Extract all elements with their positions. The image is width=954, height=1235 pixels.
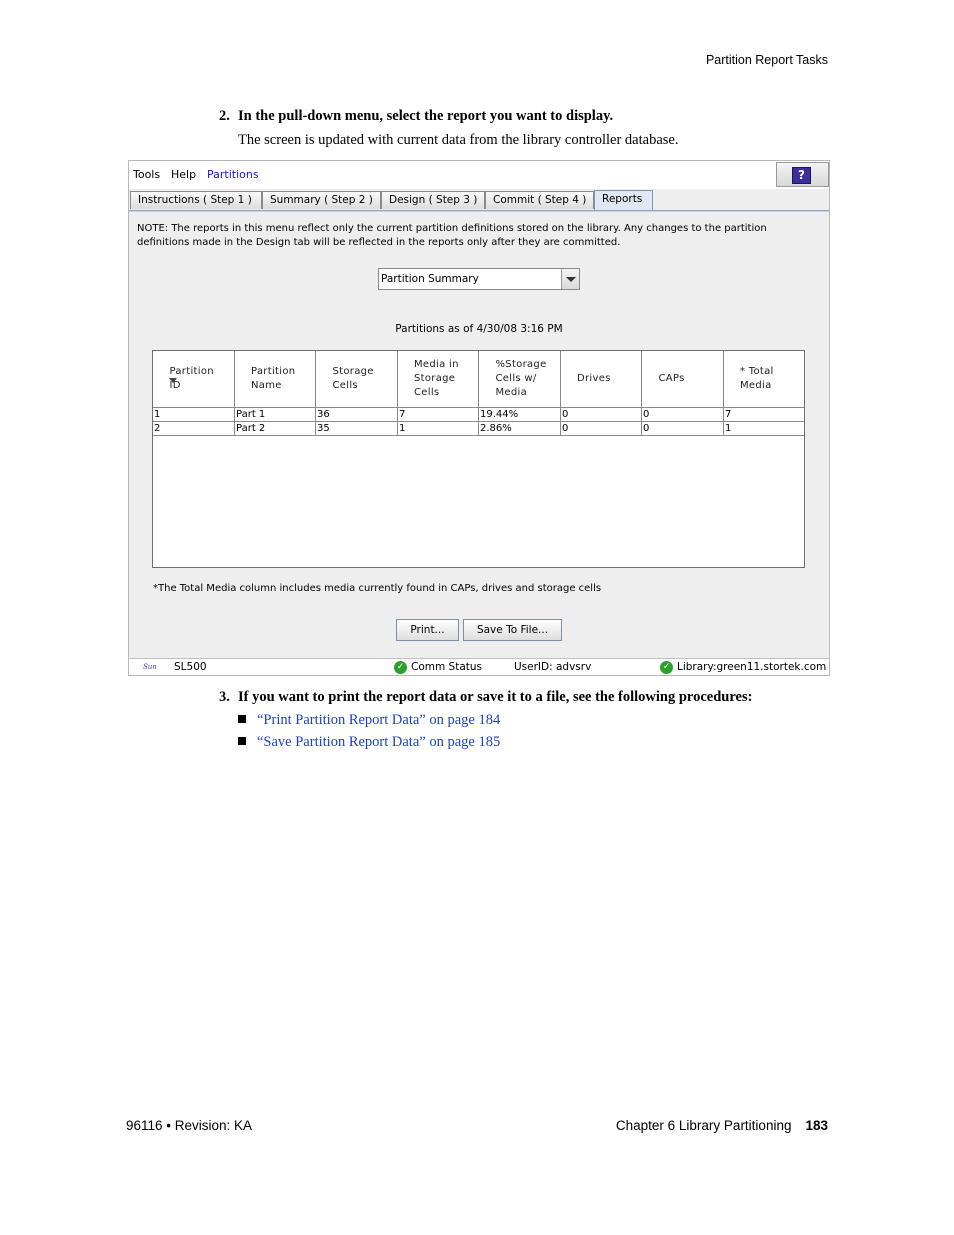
list-item xyxy=(238,712,500,729)
cell-drives: 0 xyxy=(561,408,642,422)
cell-partition-name: Part 1 xyxy=(235,408,316,422)
reports-panel xyxy=(129,211,829,660)
print-button[interactable]: Print... xyxy=(396,619,459,641)
tab-bar xyxy=(129,189,829,211)
step-2-number: 2. xyxy=(219,108,230,124)
footer-revision: 96116 • Revision: KA xyxy=(126,1118,253,1133)
step-3 xyxy=(219,689,752,706)
step-3-text: If you want to print the report data or save it to a file, see the following procedures: xyxy=(238,689,753,705)
cell-partition-id: 1 xyxy=(153,408,235,422)
library-status-ok-icon: ✓ xyxy=(660,661,673,674)
tab-reports[interactable]: Reports xyxy=(594,190,653,210)
report-select-value: Partition Summary xyxy=(381,273,479,285)
help-icon: ? xyxy=(792,167,811,184)
save-report-link[interactable]: “Save Partition Report Data” on page 185 xyxy=(257,734,501,750)
cell-media-in-storage: 1 xyxy=(398,422,479,436)
sun-logo-icon: Sun xyxy=(143,663,157,671)
footer-chapter-title: Chapter 6 Library Partitioning xyxy=(615,1118,792,1133)
partition-summary-table xyxy=(152,350,805,568)
cell-media-in-storage: 7 xyxy=(398,408,479,422)
status-bar xyxy=(129,658,829,676)
cell-storage-cells: 35 xyxy=(316,422,398,436)
step-2 xyxy=(219,108,613,125)
step-2-text: In the pull-down menu, select the report you want to display. xyxy=(238,108,614,124)
print-report-link[interactable]: “Print Partition Report Data” on page 184 xyxy=(257,712,501,728)
comm-status-ok-icon: ✓ xyxy=(394,661,407,674)
cell-total-media: 7 xyxy=(724,408,804,422)
column-header-partition-id[interactable]: Partition ID xyxy=(153,351,235,408)
tab-commit[interactable]: Commit ( Step 4 ) xyxy=(485,191,594,209)
cell-total-media: 1 xyxy=(724,422,804,436)
tab-summary[interactable]: Summary ( Step 2 ) xyxy=(262,191,381,209)
list-item xyxy=(238,734,500,751)
footer-chapter xyxy=(616,1118,828,1133)
cell-caps: 0 xyxy=(642,422,724,436)
bullet-icon xyxy=(238,737,246,745)
menu-partitions[interactable]: Partitions xyxy=(207,168,259,181)
total-media-footnote: *The Total Media column includes media currently found in CAPs, drives and storage cells xyxy=(153,583,602,594)
step-2-description: The screen is updated with current data from the library controller database. xyxy=(238,132,679,148)
column-header-storage-cells[interactable]: Storage Cells xyxy=(316,351,398,408)
cell-storage-pct: 19.44% xyxy=(479,408,561,422)
bullet-icon xyxy=(238,715,246,723)
tab-design[interactable]: Design ( Step 3 ) xyxy=(381,191,485,209)
save-to-file-button[interactable]: Save To File... xyxy=(463,619,562,641)
column-header-media-in-storage-cells[interactable]: Media in Storage Cells xyxy=(398,351,479,408)
help-button[interactable] xyxy=(776,162,829,187)
report-timestamp: Partitions as of 4/30/08 3:16 PM xyxy=(395,323,563,335)
library-model: SL500 xyxy=(174,661,207,673)
report-select[interactable] xyxy=(378,268,580,290)
menu-bar xyxy=(129,161,829,189)
cell-partition-id: 2 xyxy=(153,422,235,436)
column-header-partition-name[interactable]: Partition Name xyxy=(235,351,316,408)
column-header-total-media[interactable]: * Total Media xyxy=(724,351,804,408)
cell-storage-pct: 2.86% xyxy=(479,422,561,436)
step-3-number: 3. xyxy=(219,689,230,705)
chevron-down-icon[interactable] xyxy=(561,269,579,289)
library-console-screenshot xyxy=(128,160,830,676)
page-number: 183 xyxy=(805,1118,828,1133)
cell-caps: 0 xyxy=(642,408,724,422)
column-header-drives[interactable]: Drives xyxy=(561,351,642,408)
column-header-caps[interactable]: CAPs xyxy=(642,351,724,408)
running-header: Partition Report Tasks xyxy=(705,53,828,67)
column-header-storage-cells-with-media[interactable]: %Storage Cells w/ Media xyxy=(479,351,561,408)
tab-instructions[interactable]: Instructions ( Step 1 ) xyxy=(130,191,262,209)
cell-drives: 0 xyxy=(561,422,642,436)
menu-help[interactable]: Help xyxy=(171,168,197,181)
cell-storage-cells: 36 xyxy=(316,408,398,422)
menu-tools[interactable]: Tools xyxy=(133,168,161,181)
cell-partition-name: Part 2 xyxy=(235,422,316,436)
sort-down-icon xyxy=(169,378,177,383)
library-name: Library:green11.stortek.com xyxy=(677,661,827,673)
user-id: UserID: advsrv xyxy=(514,661,592,673)
comm-status: Comm Status xyxy=(411,661,483,673)
reports-note: NOTE: The reports in this menu reflect only the current partition definitions stored on the library. Any changes to the partition definitions made in the Design tab will be reflected in the reports only after they are committed. xyxy=(137,223,767,248)
